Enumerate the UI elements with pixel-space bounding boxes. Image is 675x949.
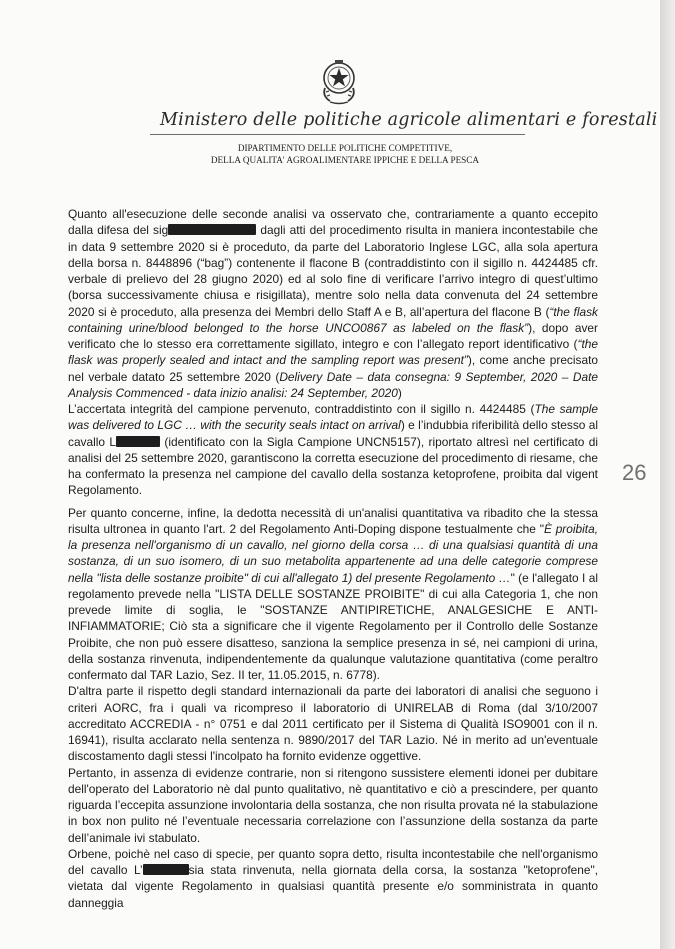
p1-quote-flask: “the flask containing urine/blood belonged to the horse UNCO0867 as labeled on the flask” <box>68 304 598 335</box>
page-edge <box>660 0 675 949</box>
p1-text-b: dagli atti del procedimento risulta in maniera incontestabile che in data 9 settembre 2020 si è proceduto, da parte del Laboratorio Inglese LGC, alla sola apertura della borsa n. 8448896 (“bag”) contenente il flacone B (contraddistinto con il sigillo n. 4424485 cfr. verbale di prelievo del 28 giugno 2020) ed al solo fine di verificare l’arrivo integro di quest’ultimo (borsa successivamente chiusa e risigillata), mentre solo nella data convenuta del 24 settembre 2020 si è proceduto, alla presenza dei Membri dello Staff A e B, all’apertura del flacone B ( <box>68 223 598 319</box>
paragraph-2 <box>68 401 598 499</box>
italian-republic-emblem-icon <box>318 58 360 106</box>
paragraph-5: Pertanto, in assenza di evidenze contrarie, non si ritengono sussistere elementi idonei per dubitare dell'operato del Laboratorio nè dal punto qualitativo, nè quantitativo e ciò a prescindere, per quanto riguarda l’eccepita assunzione involontaria della sostanza, che non risulta provata né la stabulazione in box non pulito né l’eventuale necessaria correlazione con l’assunzione della sostanza da parte dell’animale ivi stabulato. <box>68 765 598 845</box>
p1-delivery-dates: Delivery Date – data consegna: 9 September, 2020 – Date Analysis Commenced - data inizio analisi: 24 September, 2020 <box>68 369 598 400</box>
p1-text-d: ), come anche precisato nel verbale datato 25 settembre 2020 ( <box>68 353 598 384</box>
redaction-box <box>168 224 256 235</box>
p3-regulation-quote: È proibita, la presenza nell'organismo di un cavallo, nel giorno della corsa … di una qualsiasi quantità di una sostanza, di un suo isomero, di un suo metabolita appartenente ad una delle categorie comprese nella "lista delle sostanze proibite" di cui all'allegato 1) del presente Regolamento … <box>68 521 598 585</box>
paragraph-6 <box>68 846 598 911</box>
paragraph-1 <box>68 206 598 401</box>
p3-text-a: Per quanto concerne, infine, la dedotta necessità di un'analisi quantitativa va ribadito che la stessa risulta ultronea in quanto l'art. 2 del Regolamento Anti-Doping dispone testualmente che " <box>68 505 598 536</box>
department-line-2: DELLA QUALITA' AGROALIMENTARE IPPICHE E DELLA PESCA <box>210 155 480 165</box>
p6-text-a: Orbene, poichè nel caso di specie, per quanto sopra detto, risulta incontestabile che nell'organismo del cavallo L’ <box>68 846 598 877</box>
p2-text-a: L’accertata integrità del campione pervenuto, contraddistinto con il sigillo n. 4424485 ( <box>68 402 535 416</box>
redaction-box <box>143 864 189 875</box>
p1-text-c: ), dopo aver verificato che lo stesso era correttamente sigillato, integro e con l’allegato report identificativo ( <box>68 320 598 351</box>
p1-text-e: ) <box>397 385 402 400</box>
header-divider <box>150 134 525 135</box>
redaction-box <box>116 436 160 447</box>
paragraph-4: D'altra parte il rispetto degli standard internazionali da parte dei laboratori di analisi che seguono i criteri AORC, fra i quali va ricompreso il laboratorio di UNIRELAB di Roma (dal 3/10/2007 accreditato ACCREDIA - n° 0751 e dal 2011 certificato per il Sistema di Qualità ISO9001 con il n. 16941), risulta acclarato nella sentenza n. 9890/2017 del TAR Lazio. Né in merito ad un'eventuale discostamento dagli stessi l'incolpato ha fornito evidenze oggettive. <box>68 684 598 764</box>
p2-text-b: ) e l’indubbia riferibilità dello stesso al cavallo L <box>68 418 598 449</box>
department-heading <box>200 142 490 166</box>
document-body <box>68 206 598 911</box>
ministry-title: Ministero delle politiche agricole alimentari e forestali <box>160 110 658 130</box>
page-number: 26 <box>622 460 647 485</box>
department-line-1: DIPARTIMENTO DELLE POLITICHE COMPETITIVE, <box>237 143 453 153</box>
p1-quote-sealed: “the flask was properly sealed and intact and the sampling report was present” <box>68 337 598 368</box>
p1-text-a: Quanto all'esecuzione delle seconde analisi va osservato che, contrariamente a quanto eccepito dalla difesa del sig <box>68 207 598 238</box>
p3-text-b: " (e l'allegato I al regolamento prevede nella "LISTA DELLE SOSTANZE PROIBITE" di cui alla Categoria 1, che non prevede limite di soglia, le "SOSTANZE ANTIPIRETICHE, ANALGESICHE E ANTI-INFIAMMATORIE; Ciò sta a significare che il vigente Regolamento per il Controllo delle Sostanze Proibite, che non può essere disatteso, sanziona la semplice presenza in sé, nei campioni di urina, della sostanza rinvenuta, indipendentemente da qualunque valutazione quantitativa (come peraltro confermato dal TAR Lazio, Sez. II ter, 11.05.2015, n. 6778). <box>68 570 598 682</box>
p2-quote-sample: The sample was delivered to LGC … with the security seals intact on arrival <box>68 402 598 433</box>
p6-text-b: sia stata rinvenuta, nella giornata della corsa, la sostanza "ketoprofene", vietata dal vigente Regolamento in qualsiasi quantità presente e/o somministrata in quanto danneggia <box>68 863 599 910</box>
paragraph-3 <box>68 505 598 684</box>
p2-text-c: (identificato con la Sigla Campione UNCN5157), riportato altresì nel certificato di analisi del 25 settembre 2020, garantiscono la corretta esecuzione del procedimento di riesame, che ha confermato la presenza nel campione del cavallo della sostanza ketoprofene, proibita dal vigent Regolamento. <box>68 434 598 498</box>
